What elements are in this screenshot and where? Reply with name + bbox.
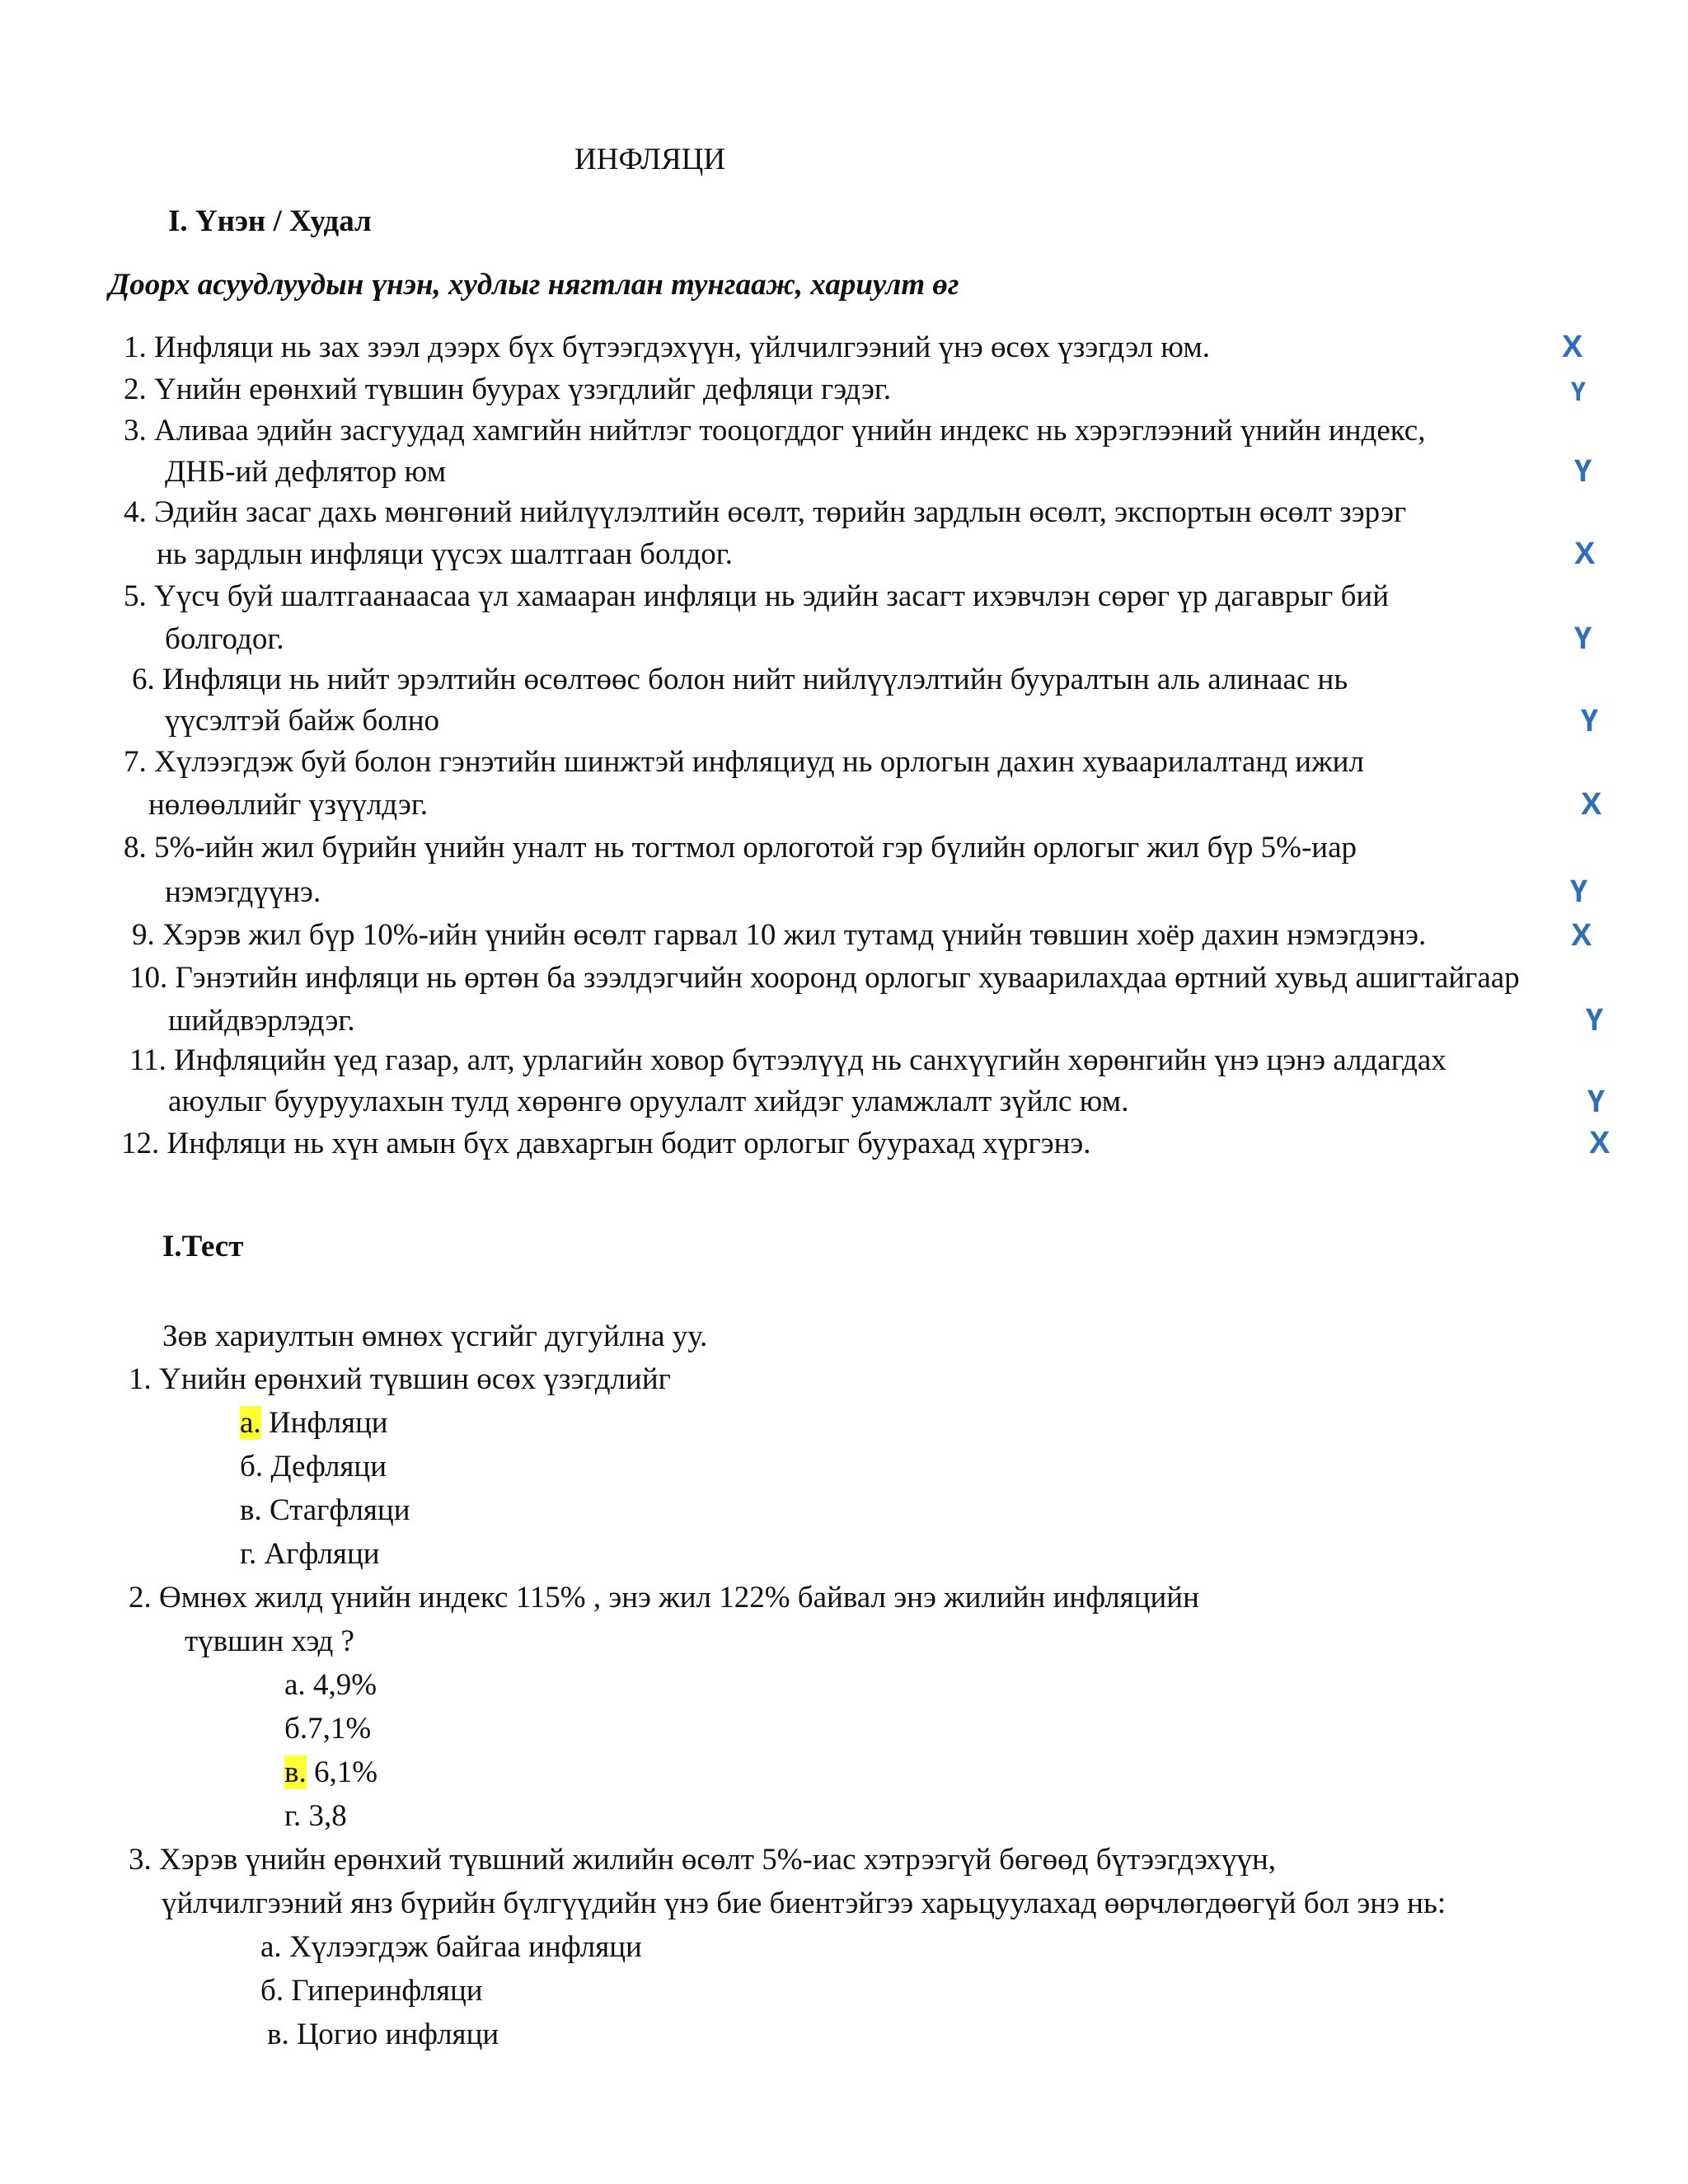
- page-title: ИНФЛЯЦИ: [574, 143, 726, 176]
- q2-option-b-text: 7,1%: [307, 1712, 372, 1746]
- tf-item-11-line-1: 11. Инфляцийн үед газар, алт, урлагийн ховор бүтээлүүд нь санхүүгийн хөрөнгийн үнэ цэнэ алдагдах: [129, 1043, 1447, 1077]
- tf-item-7-line-2: нөлөөллийг үзүүлдэг.: [148, 788, 429, 822]
- tf-item-1: 1. Инфляци нь зах зээл дээрх бүх бүтээгдэхүүн, үйлчилгээний үнэ өсөх үзэгдэл юм.: [124, 330, 1211, 364]
- tf-answer-3: Ү: [1574, 454, 1592, 489]
- tf-answer-9: Х: [1571, 918, 1592, 953]
- q2-option-c: [284, 1757, 377, 1788]
- q1-option-a-text: Инфляци: [260, 1406, 388, 1440]
- q1-option-c: [240, 1495, 410, 1526]
- q2-option-d-text: 3,8: [301, 1799, 347, 1833]
- tf-item-5-line-2: болгодог.: [165, 622, 284, 656]
- tf-item-3-line-2: ДНБ-ий дефлятор юм: [165, 455, 447, 489]
- tf-item-4-line-1: 4. Эдийн засаг дахь мөнгөний нийлүүлэлтийн өсөлт, төрийн зардлын өсөлт, экспортын өсөлт зэрэг: [124, 495, 1407, 529]
- test-question-3-line-1: 3. Хэрэв үнийн ерөнхий түвшний жилийн өсөлт 5%-иас хэтрээгүй бөгөөд бүтээгдэхүүн,: [129, 1843, 1276, 1877]
- q2-option-d-letter: г.: [284, 1799, 302, 1833]
- tf-item-8-line-2: нэмэгдүүнэ.: [165, 875, 321, 909]
- tf-answer-7: Х: [1581, 787, 1602, 822]
- tf-item-5-line-1: 5. Үүсч буй шалтгаанаасаа үл хамааран инфляци нь эдийн засагт ихэвчлэн сөрөг үр дагаврыг бий: [124, 579, 1390, 613]
- q3-option-c: [267, 2019, 499, 2050]
- test-question-3-line-2: үйлчилгээний янз бүрийн бүлгүүдийн үнэ бие биентэйгээ харьцуулахад өөрчлөгдөөгүй бол энэ нь:: [162, 1886, 1447, 1920]
- tf-answer-11: Ү: [1587, 1085, 1606, 1119]
- q1-option-b-letter: б.: [240, 1450, 264, 1483]
- tf-item-2: 2. Үнийн ерөнхий түвшин буурах үзэгдлийг дефляци гэдэг.: [124, 373, 892, 406]
- tf-item-3-line-1: 3. Аливаа эдийн засгуудад хамгийн нийтлэг тооцогддог үнийн индекс нь хэрэглээний үнийн индекс,: [124, 414, 1426, 448]
- q1-option-c-letter: в.: [240, 1493, 262, 1527]
- tf-item-4-line-2: нь зардлын инфляци үүсэх шалтгаан болдог.: [157, 537, 734, 571]
- q3-option-a-letter: а.: [260, 1930, 282, 1964]
- tf-answer-1: Х: [1562, 330, 1583, 364]
- tf-item-10-line-1: 10. Гэнэтийн инфляци нь өртөн ба зээлдэгчийн хооронд орлогыг хуваарилахдаа өртний хувьд ашигтайгаар: [129, 961, 1520, 995]
- tf-answer-4: Х: [1574, 537, 1596, 571]
- tf-item-7-line-1: 7. Хүлээгдэж буй болон гэнэтийн шинжтэй инфляциуд нь орлогын дахин хуваарилалтанд ижил: [124, 745, 1364, 779]
- q1-option-b-text: Дефляци: [263, 1450, 387, 1483]
- test-question-1: 1. Үнийн ерөнхий түвшин өсөх үзэгдлийг: [129, 1362, 671, 1396]
- q1-option-a-letter-highlighted: а.: [240, 1406, 261, 1440]
- q1-option-a: [240, 1408, 388, 1438]
- tf-answer-2: Ү: [1571, 377, 1586, 406]
- q1-option-d-letter: г.: [240, 1537, 257, 1571]
- q3-option-a: [260, 1932, 642, 1962]
- section-heading-true-false: I. Үнэн / Худал: [168, 204, 372, 238]
- test-question-2-line-1: 2. Өмнөх жилд үнийн индекс 115% , энэ жил 122% байвал энэ жилийн инфляцийн: [129, 1581, 1199, 1615]
- tf-answer-6: Ү: [1581, 704, 1599, 738]
- q1-option-b: [240, 1451, 387, 1482]
- q1-option-d-text: Агфляци: [256, 1537, 380, 1571]
- q3-option-a-text: Хүлээгдэж байгаа инфляци: [281, 1930, 642, 1964]
- tf-answer-10: Ү: [1586, 1003, 1604, 1038]
- q2-option-a-text: 4,9%: [305, 1668, 377, 1702]
- q3-option-c-letter: в.: [267, 2018, 289, 2051]
- q1-option-d: [240, 1539, 380, 1569]
- tf-item-11-line-2: аюулыг бууруулахын тулд хөрөнгө оруулалт хийдэг уламжлалт зүйлс юм.: [168, 1085, 1129, 1118]
- tf-item-6-line-2: үүсэлтэй байж болно: [165, 704, 440, 738]
- test-instruction: Зөв хариултын өмнөх үсгийг дугуйлна уу.: [162, 1319, 708, 1353]
- q3-option-b: [260, 1975, 483, 2006]
- tf-item-6-line-1: 6. Инфляци нь нийт эрэлтийн өсөлтөөс болон нийт нийлүүлэлтийн бууралтын аль алинаас нь: [132, 663, 1348, 696]
- q3-option-b-text: Гиперинфляци: [284, 1974, 483, 2008]
- q2-option-b: [284, 1713, 371, 1744]
- tf-item-9: 9. Хэрэв жил бүр 10%-ийн үнийн өсөлт гарвал 10 жил тутамд үнийн төвшин хоёр дахин нэмэгдэнэ.: [132, 918, 1427, 952]
- q3-option-b-letter: б.: [260, 1974, 284, 2008]
- q2-option-c-letter-highlighted: в.: [284, 1755, 307, 1789]
- q3-option-c-text: Цогио инфляци: [288, 2018, 499, 2051]
- tf-item-8-line-1: 8. 5%-ийн жил бүрийн үнийн уналт нь тогтмол орлоготой гэр бүлийн орлогыг жил бүр 5%-иар: [124, 831, 1357, 865]
- q2-option-d: [284, 1801, 347, 1831]
- tf-answer-8: Ү: [1570, 874, 1588, 909]
- tf-answer-12: Х: [1589, 1126, 1611, 1160]
- q1-option-c-text: Стагфляци: [261, 1493, 410, 1527]
- tf-item-10-line-2: шийдвэрлэдэг.: [168, 1004, 355, 1038]
- section-heading-test: I.Тест: [162, 1230, 244, 1263]
- q2-option-c-text: 6,1%: [306, 1755, 378, 1789]
- q2-option-a-letter: а.: [284, 1668, 306, 1702]
- test-question-2-line-2: түвшин хэд ?: [185, 1624, 354, 1658]
- tf-answer-5: Ү: [1574, 621, 1592, 656]
- tf-item-12: 12. Инфляци нь хүн амын бүх давхаргын бодит орлогыг буурахад хүргэнэ.: [121, 1127, 1091, 1160]
- q2-option-a: [284, 1670, 377, 1700]
- q2-option-b-letter: б.: [284, 1712, 308, 1746]
- section-instruction: Доорх асуудлуудын үнэн, худлыг нягтлан тунгааж, хариулт өг: [109, 268, 959, 302]
